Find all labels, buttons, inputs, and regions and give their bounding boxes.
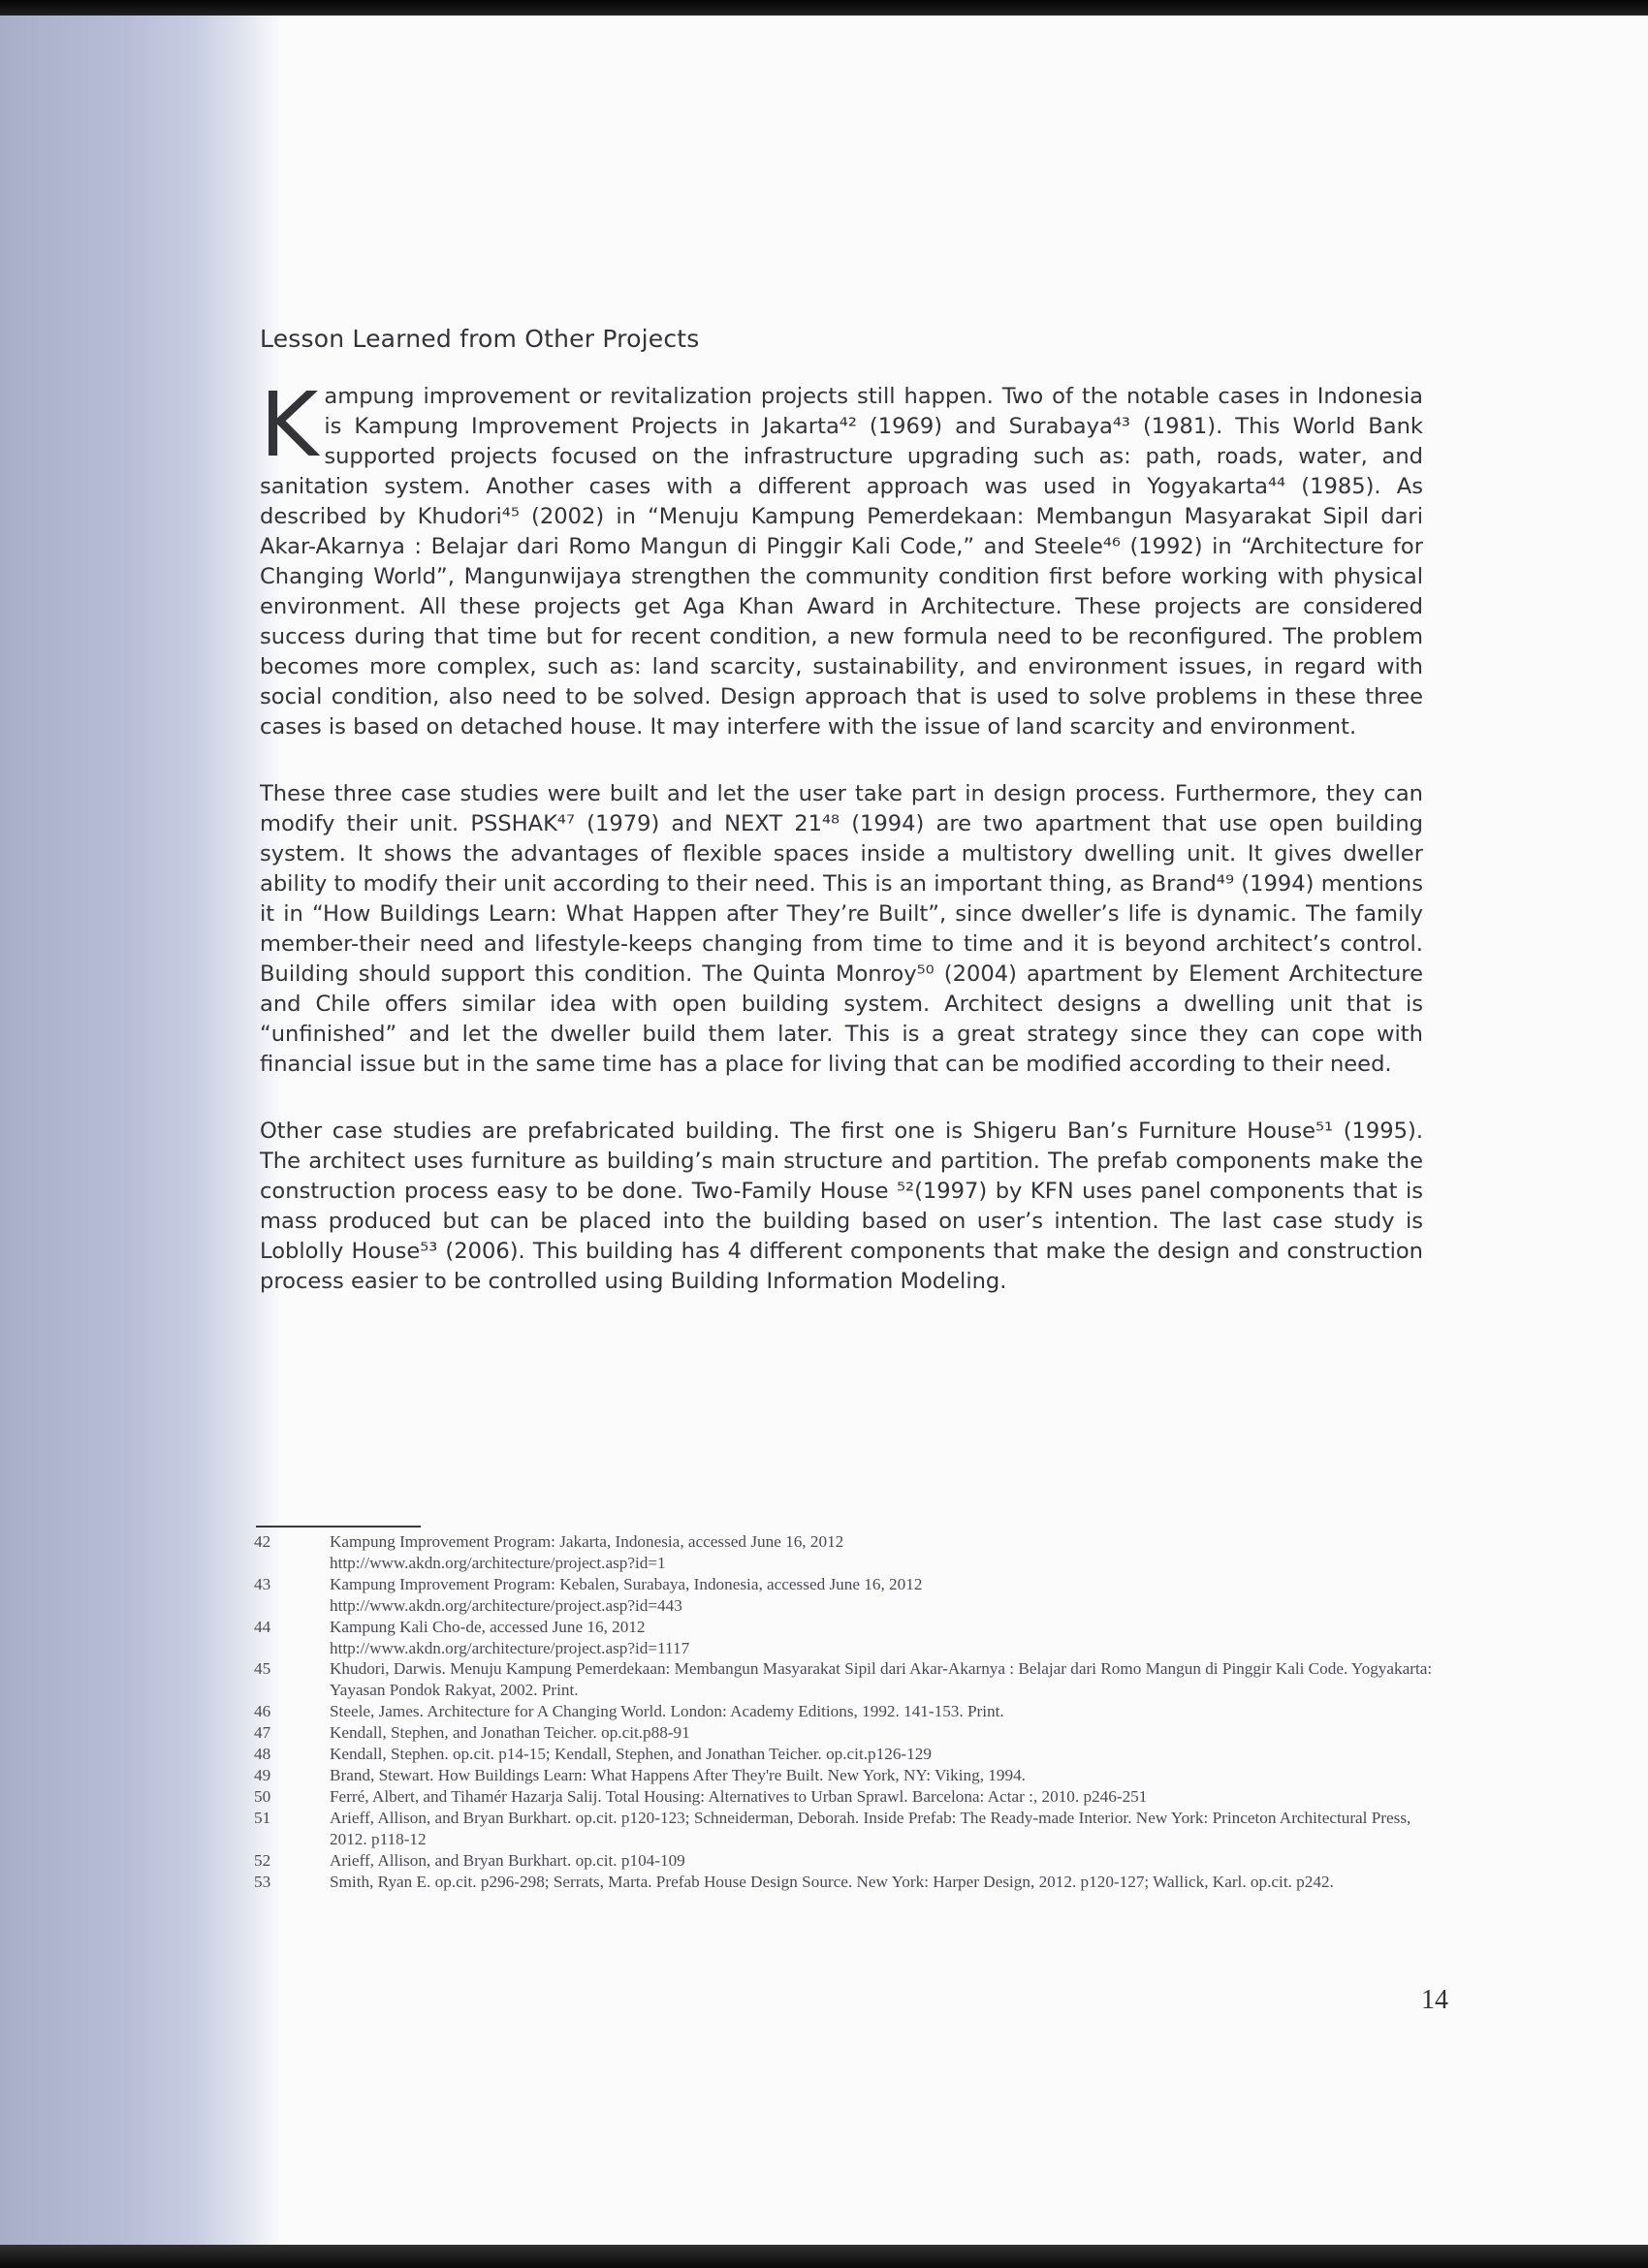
book-spine-shadow xyxy=(0,16,281,2245)
footnote-50 xyxy=(254,1786,1437,1808)
footnote-43 xyxy=(254,1574,1437,1617)
footnote-52 xyxy=(254,1850,1437,1872)
footnote-number: 42 xyxy=(254,1532,271,1551)
footnote-46 xyxy=(254,1701,1437,1722)
footnote-number: 48 xyxy=(254,1745,271,1764)
drop-cap: K xyxy=(260,373,319,477)
footnote-text: Kampung Improvement Program: Jakarta, Indonesia, accessed June 16, 2012 xyxy=(330,1532,844,1551)
footnote-48 xyxy=(254,1744,1437,1765)
footnote-47 xyxy=(254,1722,1437,1744)
footnote-45 xyxy=(254,1658,1437,1701)
footnote-url: http://www.akdn.org/architecture/project.asp?id=443 xyxy=(330,1595,682,1615)
footnote-url: http://www.akdn.org/architecture/project.asp?id=1 xyxy=(330,1553,666,1572)
footnote-rule xyxy=(256,1526,421,1528)
footnote-text: Khudori, Darwis. Menuju Kampung Pemerdekaan: Membangun Masyarakat Sipil dari Akar-Akarnya : Belajar dari Romo Mangun di Pinggir Kali Code. Yogyakarta: Yayasan Pondok Rakyat, 2002. Print. xyxy=(330,1659,1433,1700)
page-body xyxy=(260,325,1423,1334)
paragraph-3: Other case studies are prefabricated building. The first one is Shigeru Ban’s Furniture House⁵¹ (1995). The architect uses furniture as building’s main structure and partition. The prefab components make the construction process easy to be done. Two-Family House ⁵²(1997) by KFN uses panel components that is mass produced but can be placed into the building based on user’s intention. The last case study is Loblolly House⁵³ (2006). This building has 4 different components that make the design and construction process easier to be controlled using Building Information Modeling. xyxy=(260,1118,1423,1294)
footnote-49 xyxy=(254,1765,1437,1786)
footnote-number: 46 xyxy=(254,1702,271,1721)
footnote-44 xyxy=(254,1617,1437,1659)
footnote-42 xyxy=(254,1531,1437,1574)
footnote-text: Ferré, Albert, and Tihamér Hazarja Salij. Total Housing: Alternatives to Urban Sprawl. Barcelona: Actar :, 2010. p246-251 xyxy=(330,1786,1148,1806)
footnote-53 xyxy=(254,1872,1437,1893)
page-number: 14 xyxy=(1421,1985,1448,2015)
footnote-number: 47 xyxy=(254,1723,271,1743)
footnote-number: 53 xyxy=(254,1872,271,1891)
scan-bottom-edge xyxy=(0,2245,1648,2268)
footnote-text: Arieff, Allison, and Bryan Burkhart. op.cit. p104-109 xyxy=(330,1850,685,1870)
footnote-number: 50 xyxy=(254,1786,271,1806)
footnote-number: 49 xyxy=(254,1765,271,1784)
footnote-number: 51 xyxy=(254,1808,271,1827)
footnote-number: 52 xyxy=(254,1850,271,1870)
footnote-51 xyxy=(254,1808,1437,1850)
footnote-text: Kampung Kali Cho-de, accessed June 16, 2012 xyxy=(330,1617,646,1636)
scan-top-edge xyxy=(0,0,1648,16)
footnote-text: Kendall, Stephen, and Jonathan Teicher. op.cit.p88-91 xyxy=(330,1723,690,1743)
footnote-text: Arieff, Allison, and Bryan Burkhart. op.cit. p120-123; Schneiderman, Deborah. Inside Prefab: The Ready-made Interior. New York: Princeton Architectural Press, 2012. p118-12 xyxy=(330,1808,1411,1848)
paragraph-1 xyxy=(260,373,1423,742)
paragraph-2: These three case studies were built and let the user take part in design process. Furthermore, they can modify their unit. PSSHAK⁴⁷ (1979) and NEXT 21⁴⁸ (1994) are two apartment that use open building system. It shows the advantages of flexible spaces inside a multistory dwelling unit. It gives dweller ability to modify their unit according to their need. This is an important thing, as Brand⁴⁹ (1994) mentions it in “How Buildings Learn: What Happen after They’re Built”, since dweller’s life is dynamic. The family member-their need and lifestyle-keeps changing from time to time and it is beyond architect’s control. Building should support this condition. The Quinta Monroy⁵⁰ (2004) apartment by Element Architecture and Chile offers similar idea with open building system. Architect designs a dwelling unit that is “unfinished” and let the dweller build them later. This is a great strategy since they can cope with financial issue but in the same time has a place for living that can be modified according to their need. xyxy=(260,781,1423,1077)
footnote-text: Kampung Improvement Program: Kebalen, Surabaya, Indonesia, accessed June 16, 2012 xyxy=(330,1574,923,1593)
footnote-text: Steele, James. Architecture for A Changing World. London: Academy Editions, 1992. 141-153. Print. xyxy=(330,1702,1004,1721)
footnotes xyxy=(254,1526,1437,1892)
footnote-text: Brand, Stewart. How Buildings Learn: What Happens After They're Built. New York, NY: Viking, 1994. xyxy=(330,1765,1026,1784)
footnote-number: 43 xyxy=(254,1574,271,1593)
paragraph-1-text: ampung improvement or revitalization projects still happen. Two of the notable cases in Indonesia is Kampung Improvement Projects in Jakarta⁴² (1969) and Surabaya⁴³ (1981). This World Bank supported projects focused on the infrastructure upgrading such as: path, roads, water, and sanitation system. Another cases with a different approach was used in Yogyakarta⁴⁴ (1985). As described by Khudori⁴⁵ (2002) in “Menuju Kampung Pemerdekaan: Membangun Masyarakat Sipil dari Akar-Akarnya : Belajar dari Romo Mangun di Pinggir Kali Code,” and Steele⁴⁶ (1992) in “Architecture for Changing World”, Mangunwijaya strengthen the community condition first before working with physical environment. All these projects get Aga Khan Award in Architecture. These projects are considered success during that time but for recent condition, a new formula need to be reconfigured. The problem becomes more complex, such as: land scarcity, sustainability, and environment issues, in regard with social condition, also need to be solved. Design approach that is used to solve problems in these three cases is based on detached house. It may interfere with the issue of land scarcity and environment. xyxy=(260,384,1423,740)
footnote-number: 45 xyxy=(254,1659,271,1679)
footnote-url: http://www.akdn.org/architecture/project.asp?id=1117 xyxy=(330,1638,690,1657)
footnote-text: Kendall, Stephen. op.cit. p14-15; Kendall, Stephen, and Jonathan Teicher. op.cit.p126-129 xyxy=(330,1745,932,1764)
section-title: Lesson Learned from Other Projects xyxy=(260,325,700,353)
footnote-text: Smith, Ryan E. op.cit. p296-298; Serrats, Marta. Prefab House Design Source. New York: Harper Design, 2012. p120-127; Wallick, Karl. op.cit. p242. xyxy=(330,1872,1334,1891)
footnote-number: 44 xyxy=(254,1617,271,1636)
